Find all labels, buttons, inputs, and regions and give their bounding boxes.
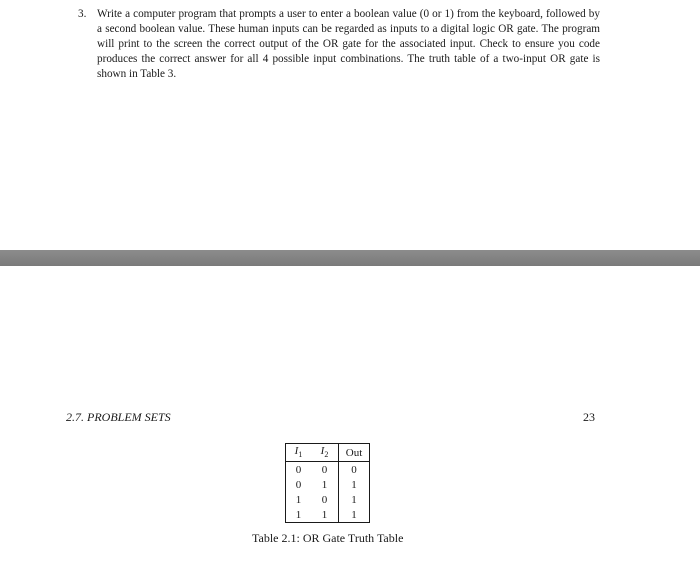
page-top	[0, 0, 700, 250]
table-caption: Table 2.1: OR Gate Truth Table	[252, 531, 404, 545]
running-head: 2.7. PROBLEM SETS	[66, 410, 171, 424]
header-out: Out	[339, 444, 370, 462]
problem-number: 3.	[78, 8, 87, 20]
table-row	[286, 507, 370, 523]
problem-text: Write a computer program that prompts a user to enter a boolean value (0 or 1) from the keyboard, followed by a second boolean value. These human inputs can be regarded as inputs to a digital logic OR gate. The program will print to the screen the correct output of the OR gate for the associated input. Check to ensure you code produces the correct answer for all 4 possible input combinations. The truth table of a two-input OR gate is shown in Table 3.	[97, 8, 600, 80]
cell-i2: 1	[311, 477, 339, 492]
cell-i1: 1	[295, 508, 302, 521]
table-header-row	[286, 444, 370, 462]
cell-out: 0	[351, 463, 357, 476]
table-row	[286, 462, 370, 478]
cell-out: 1	[351, 478, 357, 491]
truth-table	[285, 443, 370, 523]
cell-i2: 0	[311, 462, 339, 478]
page-number: 23	[583, 410, 595, 424]
table-row	[286, 477, 370, 492]
cell-i1: 1	[295, 493, 302, 506]
cell-i2: 0	[311, 492, 339, 507]
page-divider	[0, 250, 700, 266]
cell-i2: 1	[311, 507, 339, 523]
problem-3	[78, 7, 600, 82]
cell-out: 1	[351, 508, 357, 521]
header-i1: $I_1$	[286, 444, 312, 462]
cell-i1: 0	[295, 478, 302, 491]
cell-out: 1	[351, 493, 357, 506]
table-row	[286, 492, 370, 507]
header-i2: $I_2$	[311, 444, 339, 462]
cell-i1: 0	[295, 463, 302, 476]
